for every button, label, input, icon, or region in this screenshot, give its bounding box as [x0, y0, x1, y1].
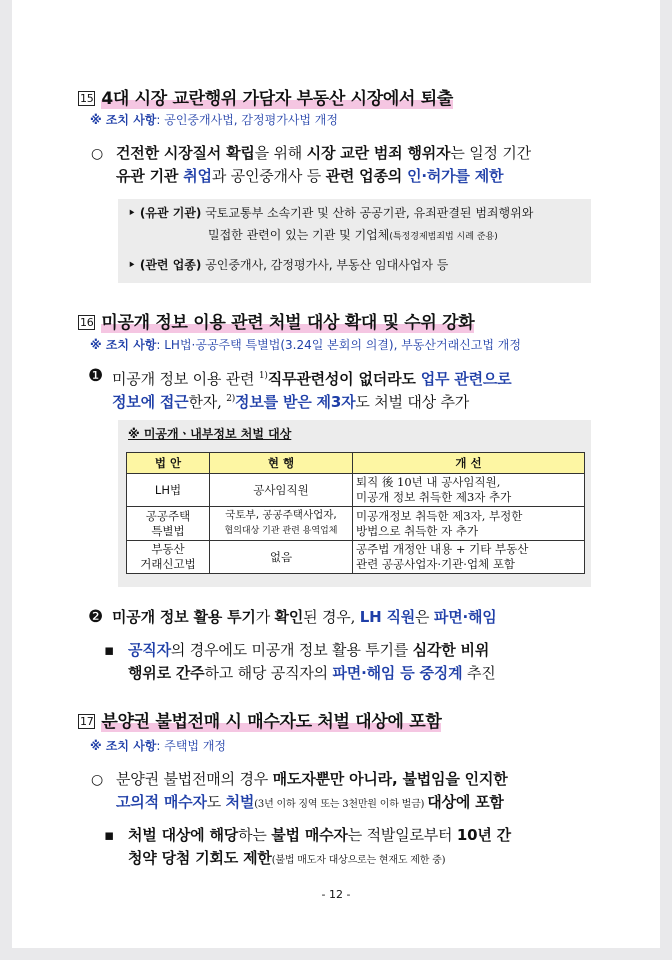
numbered-marker: ❶ [88, 366, 104, 386]
table-row: 공공주택 특별법 국토부, 공공주택사업자, 협의대상 기관 관련 용역업체 미공개정보 취득한 제3자, 부정한 방법으로 취득한 자 추가 [127, 507, 585, 541]
table-box [118, 420, 591, 587]
section-17-title [78, 707, 441, 732]
square-bullet: ▪ [104, 826, 114, 844]
paragraph-line: 건전한 시장질서 확립을 위해 시장 교란 범죄 행위자는 일정 기간 [116, 144, 531, 162]
section-heading: 4대 시장 교란행위 가담자 부동산 시장에서 퇴출 [101, 89, 453, 109]
action-note: ※ 조치 사항: 주택법 개정 [90, 739, 227, 753]
paragraph-line: 행위로 간주하고 해당 공직자의 파면·해임 등 중징계 추진 [128, 664, 496, 682]
paragraph-line: 유관 기관 취업과 공인중개사 등 관련 업종의 인·허가를 제한 [116, 167, 504, 185]
page-number: - 12 - [321, 888, 351, 901]
circle-bullet: ○ [91, 146, 104, 162]
paragraph-line: 청약 당첨 기회도 제한(불법 매도자 대상으로는 현재도 제한 중) [128, 849, 446, 867]
section-number: 15 [80, 92, 94, 105]
section-number: 16 [80, 316, 94, 329]
paragraph-line: 미공개 정보 이용 관련 $^{1)}$직무관련성이 없더라도 업무 관련으로 [112, 370, 512, 388]
detail-row: ‣ (관련 업종) 공인중개사, 감정평가사, 부동산 임대사업자 등 [128, 258, 449, 272]
detail-row: ‣ (유관 기관) 국토교통부 소속기관 및 산하 공공기관, 유죄판결된 범죄행위와 [128, 206, 534, 220]
circle-bullet: ○ [91, 772, 104, 788]
table-header-row: 법 안 현 행 개 선 [127, 453, 585, 474]
paragraph-line: 미공개 정보 활용 투기가 확인된 경우, LH 직원은 파면·해임 [112, 608, 497, 626]
table-row: LH법 공사임직원 퇴직 後 10년 내 공사임직원, 미공개 정보 취득한 제3자 추가 [127, 474, 585, 507]
paragraph-line: 처벌 대상에 해당하는 불법 매수자는 적발일로부터 10년 간 [128, 826, 511, 844]
table-box-title: ※ 미공개ㆍ내부정보 처벌 대상 [128, 427, 292, 441]
penalty-table [126, 452, 585, 574]
table-row: 부동산 거래신고법 없음 공주법 개정안 내용 + 기타 부동산 관련 공공사업자·기관·업체 포함 [127, 541, 585, 574]
numbered-marker: ❷ [88, 607, 104, 627]
action-note: ※ 조치 사항: LH법·공공주택 특별법(3.24일 본회의 의결), 부동산거래신고법 개정 [90, 338, 521, 352]
detail-row: 밀접한 관련이 있는 기관 및 기업체(특정경제범죄법 시례 준용) [208, 228, 498, 242]
paragraph-line: 공직자의 경우에도 미공개 정보 활용 투기를 심각한 비위 [128, 641, 490, 659]
detail-box [118, 199, 591, 283]
paragraph-line: 분양권 불법전매의 경우 매도자뿐만 아니라, 불법임을 인지한 [116, 770, 508, 788]
action-note: ※ 조치 사항: 공인중개사법, 감정평가사법 개정 [90, 113, 338, 127]
section-heading: 분양권 불법전매 시 매수자도 처벌 대상에 포함 [101, 712, 442, 732]
square-bullet: ▪ [104, 641, 114, 659]
paragraph-line: 고의적 매수자도 처벌(3년 이하 징역 또는 3천만원 이하 벌금) 대상에 포함 [116, 793, 504, 811]
paragraph-line: 정보에 접근한자, $^{2)}$정보를 받은 제3자도 처벌 대상 추가 [112, 393, 470, 411]
document-page [12, 0, 660, 948]
section-heading: 미공개 정보 이용 관련 처벌 대상 확대 및 수위 강화 [101, 313, 475, 333]
section-15-title [78, 84, 453, 109]
section-number: 17 [80, 715, 94, 728]
section-16-title [78, 308, 474, 333]
